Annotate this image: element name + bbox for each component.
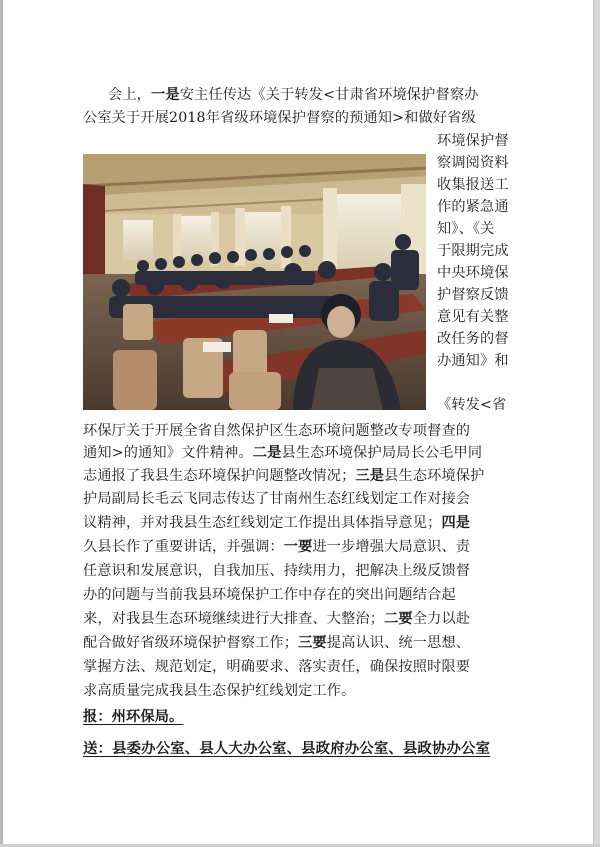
requirement-three-label: 三要: [298, 635, 327, 651]
body-text: 久县长作了重要讲话，并强调：: [83, 539, 284, 555]
wrap-line: 察调阅资料: [437, 155, 509, 171]
page-border-left: [0, 0, 3, 847]
send-to-line: 送：县委办公室、县人大办公室、县政府办公室、县政协办公室: [83, 740, 491, 757]
body-line: 掌握方法、规范划定，明确要求、落实责任，确保按照时限要: [83, 659, 471, 675]
body-text: 全力以赴: [412, 611, 471, 627]
wrap-line: 于限期完成: [437, 243, 509, 259]
wrap-line: 环境保护督: [437, 133, 509, 149]
body-text: 提高认识、统一思想、: [326, 635, 471, 651]
meeting-photo-image: [83, 154, 426, 410]
body-text: 县生态环境保护: [384, 468, 485, 484]
body-text: 县生态环境保护局局长公毛甲同: [281, 445, 483, 461]
wrap-line: 中央环境保: [437, 265, 509, 281]
wrap-line: 办通知》和: [437, 353, 509, 369]
body-line: [83, 536, 470, 558]
body-line: 任意识和发展意识，自我加压、持续用力，把解决上级反馈督: [83, 563, 471, 579]
intro-line-2: 公室关于开展2018年省级环境保护督察的预通知>和做好省级: [83, 110, 476, 126]
intro-text: 会上，: [108, 87, 152, 103]
point-four-label: 四是: [441, 515, 471, 531]
body-line: [83, 442, 482, 464]
body-text: 志通报了我县生态环境保护问题整改情况；: [83, 468, 356, 484]
requirement-one-label: 一要: [283, 539, 313, 555]
body-text: 进一步增强大局意识、责: [312, 539, 471, 555]
wrap-line: 《转发<省: [437, 397, 507, 413]
wrap-line: 知》、《关: [437, 221, 495, 237]
body-line: 办的问题与当前我县环境保护工作中存在的突出问题结合起: [83, 587, 456, 603]
body-text: 来，对我县生态环境继续进行大排查、大整治；: [83, 611, 385, 627]
wrap-line: 护督察反馈: [437, 287, 509, 303]
body-text: 议精神，并对我县生态红线划定工作提出具体指导意见；: [83, 515, 442, 531]
body-line: [83, 608, 470, 630]
intro-line-1: [108, 84, 479, 106]
point-one-label: 一是: [151, 87, 180, 103]
meeting-photo: [83, 154, 426, 410]
point-two-label: 二是: [252, 445, 282, 461]
body-text: 配合做好省级环境保护督察工作；: [83, 635, 299, 651]
body-text: 通知>的通知》文件精神。: [83, 445, 253, 461]
requirement-two-label: 二要: [384, 611, 413, 627]
body-line: 求高质量完成我县生态保护红线划定工作。: [83, 683, 356, 699]
wrap-line: 收集报送工: [437, 177, 509, 193]
report-to-line: 报：州环保局。: [83, 709, 184, 725]
intro-text: 安主任传达《关于转发<甘肃省环境保护督察办: [179, 87, 479, 103]
body-line: [83, 512, 470, 534]
body-line: 护局副局长毛云飞同志传达了甘南州生态红线划定工作对接会: [83, 491, 471, 507]
wrap-line: 作的紧急通: [437, 199, 509, 215]
body-line: 环保厅关于开展全省自然保护区生态环境问题整改专项督查的: [83, 423, 471, 439]
scrollbar-track[interactable]: [593, 0, 600, 847]
body-line: [83, 465, 484, 487]
body-line: [83, 632, 470, 654]
point-three-label: 三是: [355, 468, 385, 484]
wrap-line: 意见有关整: [437, 309, 509, 325]
wrap-line: 改任务的督: [437, 331, 509, 347]
